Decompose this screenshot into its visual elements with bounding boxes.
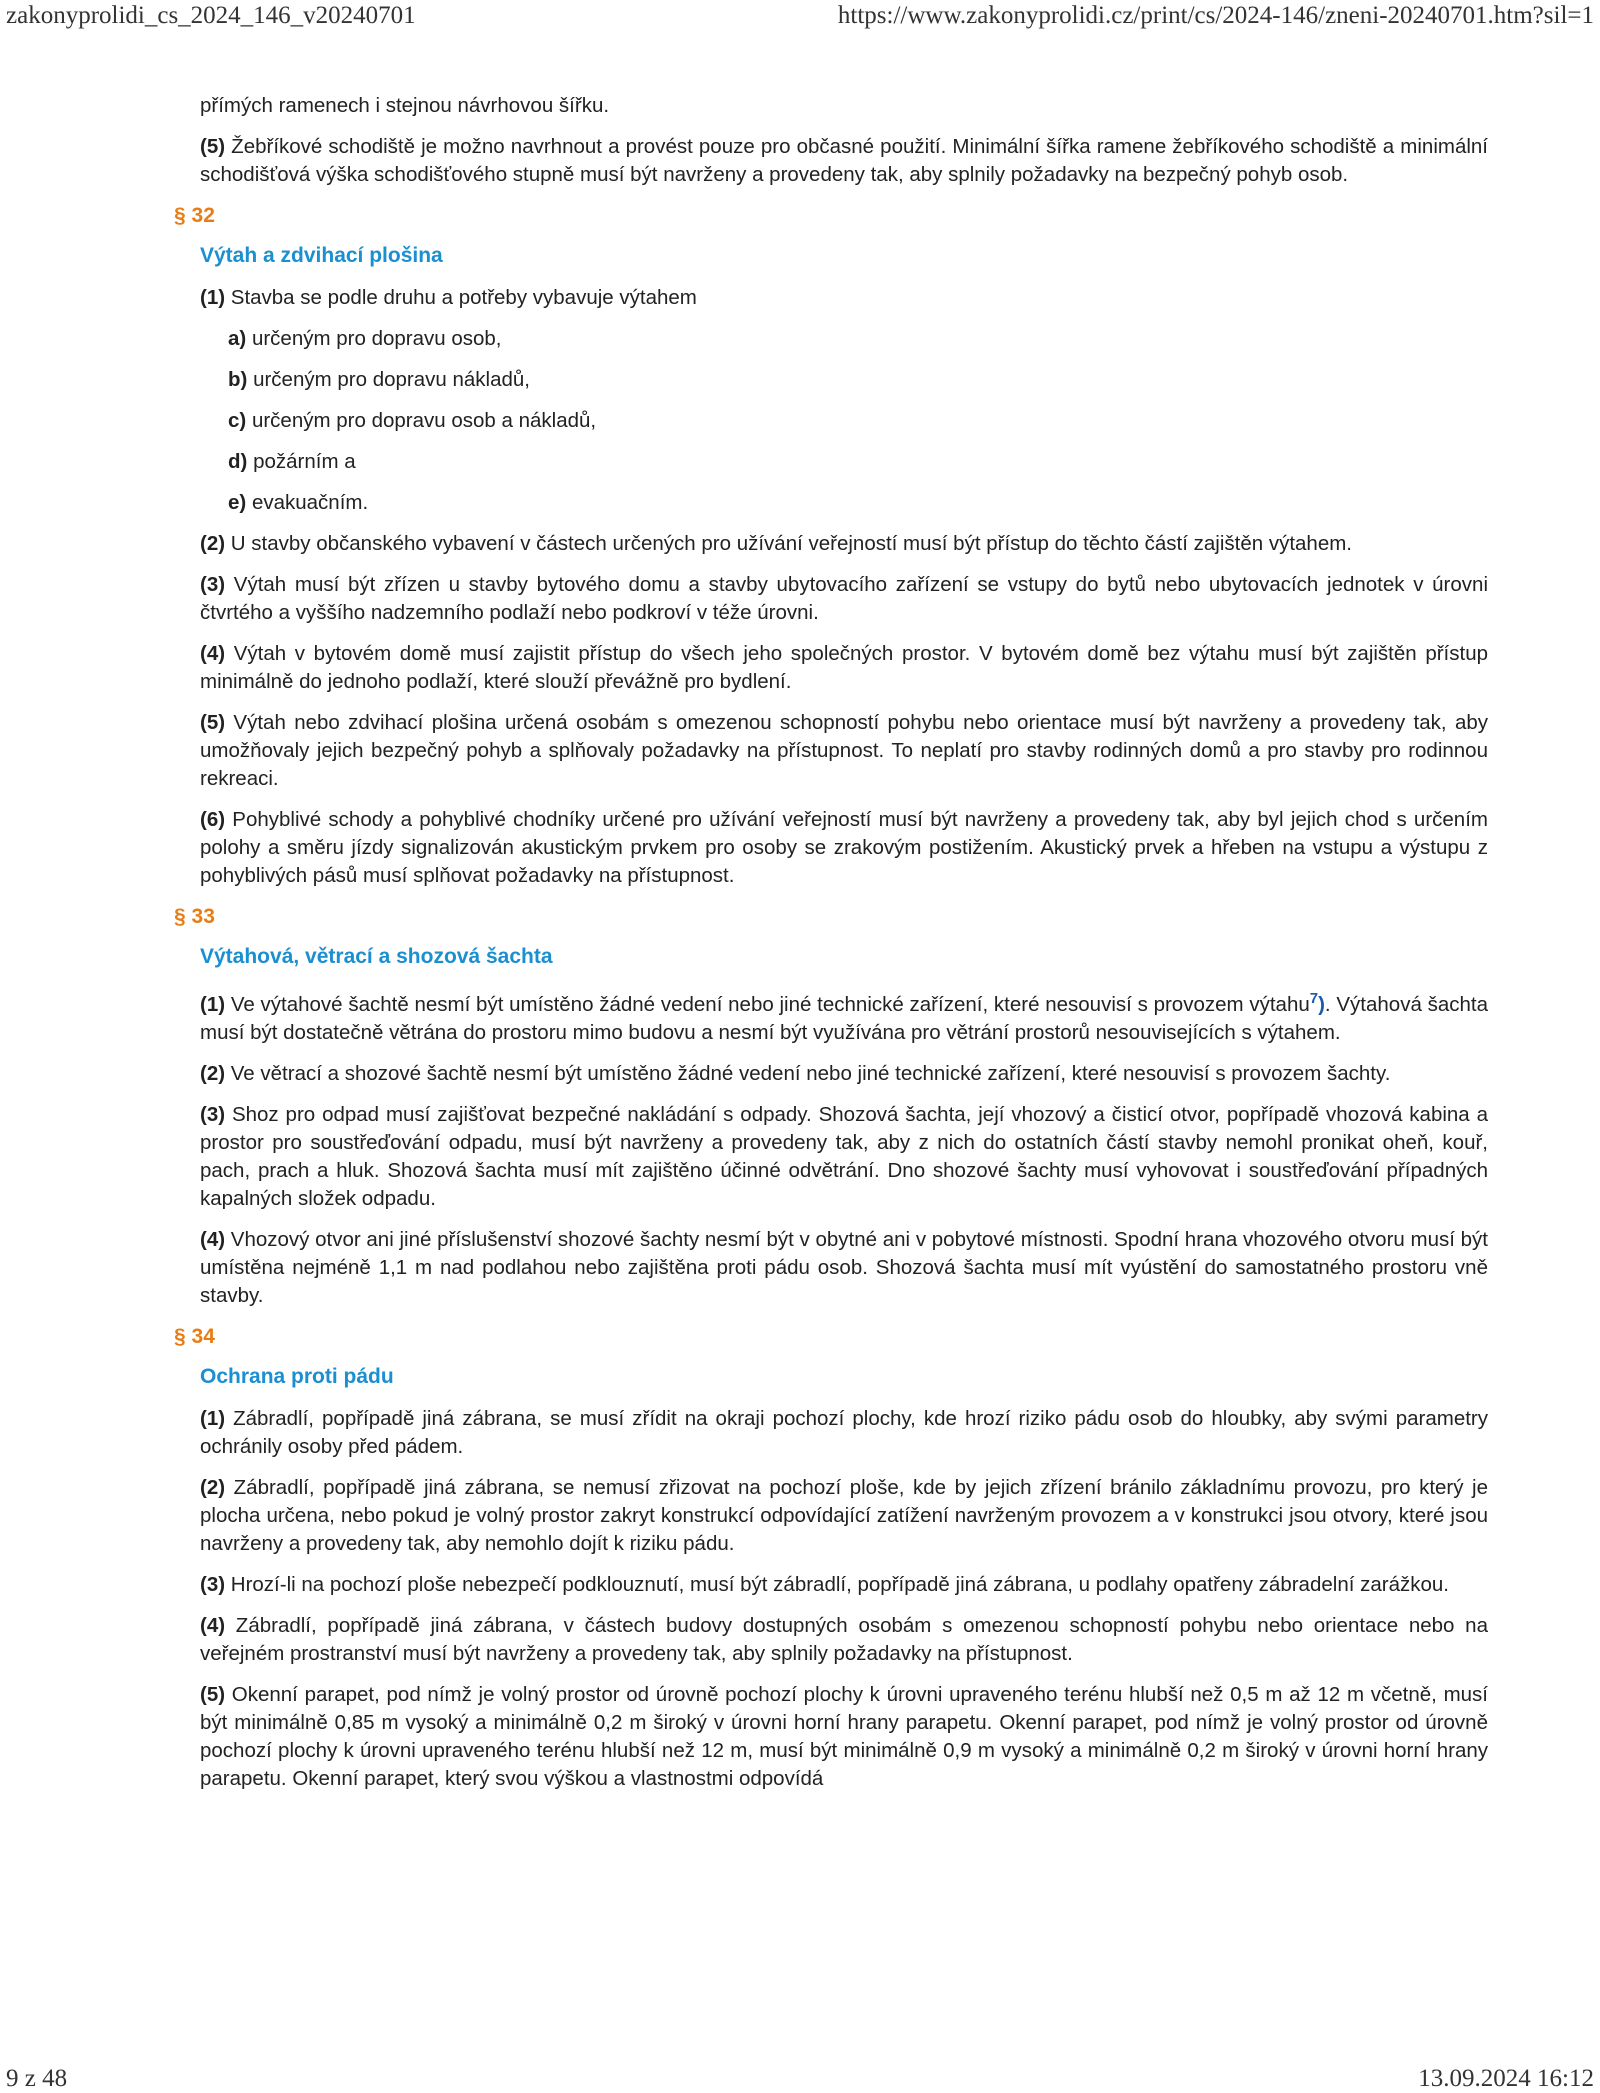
document-id: zakonyprolidi_cs_2024_146_v20240701 (6, 2, 416, 29)
paragraph (200, 1681, 1488, 1793)
list-letter: a) (228, 327, 247, 350)
paragraph-text: Zábradlí, popřípadě jiná zábrana, se nemusí zřizovat na pochozí ploše, kde by jejich zřízení bránilo základnímu provozu, pro který je plocha určena, nebo pokud je volný prostor zakryt konstrukcí odpovídající zatížení navrženým provozem a v konstrukci jsou otvory, které jsou navrženy a provedeny tak, aby nemohlo dojít k riziku pádu. (200, 1475, 1489, 1555)
paragraph (200, 1226, 1488, 1310)
footnote-link[interactable] (1309, 990, 1325, 1016)
section-title-33: Výtahová, větrací a shozová šachta (200, 945, 553, 968)
paragraph-text: Zábradlí, popřípadě jiná zábrana, v částech budovy dostupných osobám s omezenou schopností pohybu nebo orientace nebo na veřejném prostranství musí být navrženy a provedeny tak, aby splnily požadavky na přístupnost. (200, 1613, 1488, 1665)
law-text-content (174, 92, 1489, 1806)
paragraph-text: U stavby občanského vybavení v částech určených pro užívání veřejností musí být přístup do těchto částí zajištěn výtahem. (230, 532, 1352, 555)
paragraph-text: Vhozový otvor ani jiné příslušenství shozové šachty nesmí být v obytné ani v pobytové místnosti. Spodní hrana vhozového otvoru musí být umístěna nejméně 1,1 m nad podlahou nebo zajištěna proti pádu osob. Shozová šachta musí mít vyústění do samostatného prostoru vně stavby. (200, 1227, 1488, 1307)
paragraph (200, 1474, 1488, 1558)
paragraph (200, 571, 1488, 627)
paragraph-number: (1) (200, 286, 226, 309)
list-item-text: evakuačním. (251, 491, 369, 514)
paragraph-number: (2) (200, 1475, 226, 1499)
paragraph-text: Okenní parapet, pod nímž je volný prostor od úrovně pochozí plochy k úrovni upraveného terénu hlubší než 0,5 m až 12 m včetně, musí být minimálně 0,85 m vysoký a minimálně 0,2 m široký v úrovni horní hrany parapetu. Okenní parapet, pod nímž je volný prostor od úrovně pochozí plochy k úrovni upraveného terénu hlubší než 12 m, musí být minimálně 0,9 m vysoký a minimálně 0,2 m široký v úrovni horní hrany parapetu. Okenní parapet, který svou výškou a vlastnostmi odpovídá (200, 1682, 1488, 1790)
paragraph-text: Výtah musí být zřízen u stavby bytového domu a stavby ubytovacího zařízení se vstupy do bytů nebo ubytovacích jednotek v úrovni čtvrtého a vyššího nadzemního podlaží nebo podkroví v téže úrovni. (200, 573, 1488, 624)
paragraph-number: (3) (200, 573, 226, 596)
paragraph-text: Ve větrací a shozové šachtě nesmí být umístěno žádné vedení nebo jiné technické zařízení, které nesouvisí s provozem šachty. (230, 1061, 1391, 1085)
paragraph (200, 284, 1488, 312)
paragraph-text: Žebříkové schodiště je možno navrhnout a provést pouze pro občasné použití. Minimální šířka ramene žebříkového schodiště a minimální schodišťová výška schodišťového stupně musí být navrženy a provedeny tak, aby splnily požadavky na bezpečný pohyb osob. (200, 135, 1489, 186)
paragraph-number: (5) (200, 135, 226, 158)
paragraph (200, 1571, 1488, 1599)
paragraph (200, 985, 1488, 1047)
section-mark-33: § 33 (174, 905, 215, 928)
paragraph-number: (3) (200, 1102, 226, 1126)
paragraph-number: (1) (200, 992, 226, 1016)
paragraph-text: Výtah v bytovém domě musí zajistit přístup do všech jeho společných prostor. V bytovém domě bez výtahu musí být zajištěn přístup minimálně do jednoho podlaží, které slouží převážně pro bydlení. (200, 642, 1488, 693)
paragraph-number: (4) (200, 1613, 226, 1637)
paragraph (200, 530, 1488, 558)
list-letter: d) (228, 450, 248, 473)
print-timestamp: 13.09.2024 16:12 (1418, 2065, 1594, 2092)
paragraph (200, 1060, 1488, 1088)
section-title-32: Výtah a zdvihací plošina (200, 244, 443, 267)
list-item-text: určeným pro dopravu osob, (251, 327, 502, 350)
paragraph-number: (2) (200, 1061, 226, 1085)
paragraph (200, 709, 1488, 793)
paragraph-text: Shoz pro odpad musí zajišťovat bezpečné nakládání s odpady. Shozová šachta, její vhozový a čisticí otvor, popřípadě vhozová kabina a prostor pro soustřeďování odpadu, musí být navrženy a provedeny tak, aby z nich do ostatních částí stavby nemohl pronikat oheň, kouř, pach, prach a hluk. Shozová šachta musí mít zajištěno účinné odvětrání. Dno shozové šachty musí vyhovovat i soustřeďování případných kapalných složek odpadu. (200, 1102, 1488, 1210)
paragraph-number: (4) (200, 1227, 226, 1251)
list-item (228, 407, 1488, 435)
list-item-text: určeným pro dopravu osob a nákladů, (251, 409, 597, 432)
paragraph-text: Ve výtahové šachtě nesmí být umístěno žádné vedení nebo jiné technické zařízení, které nesouvisí s provozem výtahu (230, 992, 1310, 1016)
paragraph-text: Zábradlí, popřípadě jiná zábrana, se musí zřídit na okraji pochozí plochy, kde hrozí riziko pádu osob do hloubky, aby svými parametry ochránily osoby před pádem. (200, 1406, 1488, 1458)
section-mark-34: § 34 (174, 1324, 215, 1348)
paragraph-number: (2) (200, 532, 226, 555)
paragraph-text: Stavba se podle druhu a potřeby vybavuje výtahem (230, 286, 697, 309)
paragraph-number: (4) (200, 642, 226, 665)
list-item-text: určeným pro dopravu nákladů, (253, 368, 530, 391)
paragraph (200, 1405, 1488, 1461)
paragraph (200, 133, 1488, 189)
list-item-text: požárním a (253, 450, 356, 473)
paragraph (200, 1101, 1488, 1213)
paragraph-number: (3) (200, 1572, 226, 1596)
list-item (228, 448, 1488, 476)
paragraph-number: (6) (200, 808, 226, 831)
section-title-34: Ochrana proti pádu (200, 1364, 394, 1388)
letter-list (200, 325, 1488, 517)
list-letter: b) (228, 368, 248, 391)
list-item (228, 366, 1488, 394)
list-item (228, 489, 1488, 517)
paragraph (200, 1612, 1488, 1668)
list-item (228, 325, 1488, 353)
section-mark-32: § 32 (174, 204, 215, 227)
paragraph-number: (5) (200, 1682, 226, 1706)
paragraph-text: Pohyblivé schody a pohyblivé chodníky určené pro užívání veřejností musí být navrženy a provedeny tak, aby byl jejich chod s určením polohy a směru jízdy signalizován akustickým prvkem pro osoby se zrakovým postižením. Akustický prvek a hřeben na vstupu a výstupu z pohyblivých pásů musí splňovat požadavky na přístupnost. (200, 808, 1488, 887)
print-url: https://www.zakonyprolidi.cz/print/cs/2024-146/zneni-20240701.htm?sil=1 (837, 2, 1594, 29)
paragraph-number: (5) (200, 711, 226, 734)
paragraph (200, 640, 1488, 696)
paragraph-number: (1) (200, 1406, 226, 1430)
paragraph-text: Hrozí-li na pochozí ploše nebezpečí podklouznutí, musí být zábradlí, popřípadě jiná zábrana, u podlahy opatřeny zábradelní zarážkou. (230, 1572, 1449, 1596)
list-letter: e) (228, 491, 247, 514)
paragraph (200, 806, 1488, 890)
paragraph-text: . Výtahová šachta musí být dostatečně větrána do prostoru mimo budovu a nesmí být využívána pro větrání prostorů nesouvisejících s výtahem. (200, 992, 1488, 1044)
footnote-paren: ) (1318, 992, 1325, 1016)
page-counter: 9 z 48 (6, 2065, 68, 2092)
footnote-number: 7 (1309, 990, 1319, 1007)
list-letter: c) (228, 409, 247, 432)
paragraph-continuation: přímých ramenech i stejnou návrhovou šířku. (200, 94, 610, 117)
paragraph-text: Výtah nebo zdvihací plošina určená osobám s omezenou schopností pohybu nebo orientace musí být navrženy a provedeny tak, aby umožňovaly jejich bezpečný pohyb a splňovaly požadavky na přístupnost. To neplatí pro stavby rodinných domů a pro stavby pro rodinnou rekreaci. (200, 711, 1489, 790)
